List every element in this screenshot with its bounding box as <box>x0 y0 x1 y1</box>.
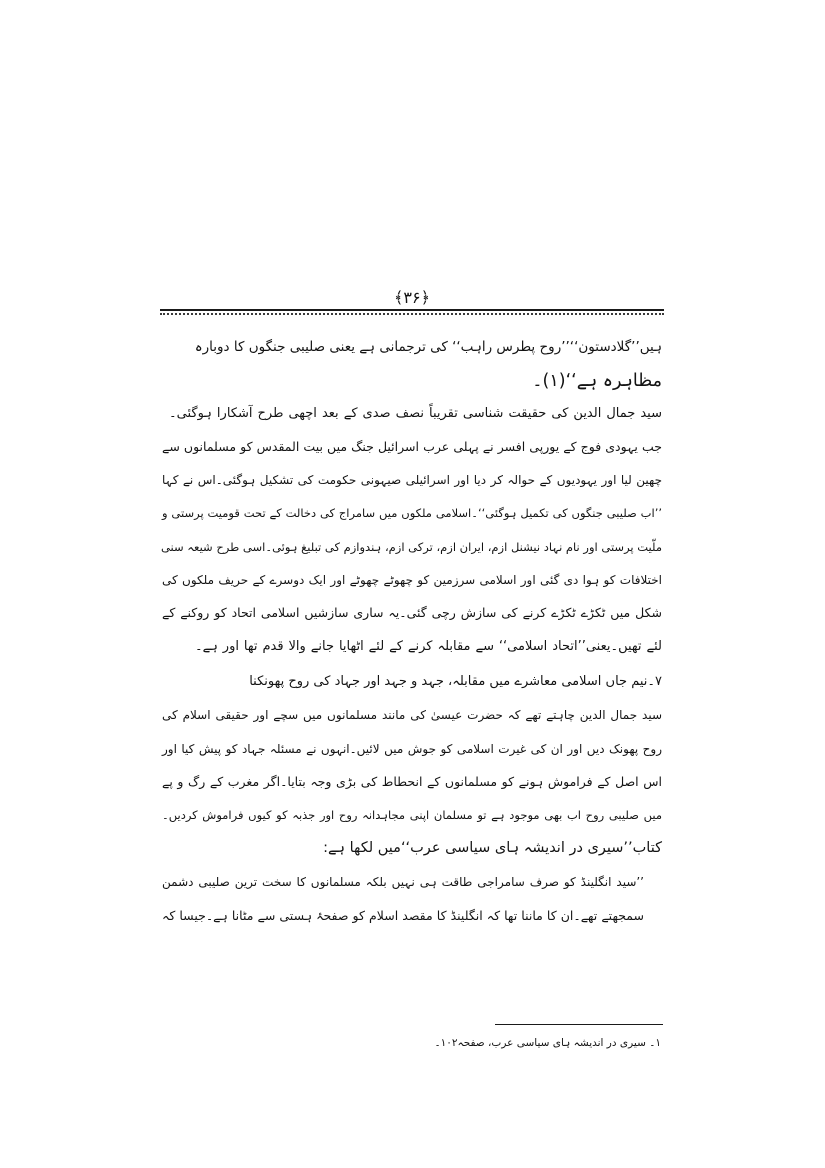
quote-line: ’’سید انگلینڈ کو صرف سامراجی طاقت ہی نہیں بلکہ مسلمانوں کا سخت ترین صلیبی دشمن <box>162 875 644 889</box>
body-line: شکل میں ٹکڑے ٹکڑے کرنے کی سازش رچی گئی۔یہ ساری سازشیں اسلامی اتحاد کو روکنے کے <box>162 605 662 620</box>
header-rule <box>160 309 664 311</box>
footnote: ۱۔ سیری در اندیشہ ہای سیاسی عرب، صفحہ۱۰۲۔ <box>434 1037 661 1049</box>
body-line: ہیں’’گلادستون‘‘’’روح پطرس راہب‘‘ کی ترجمانی ہے یعنی صلیبی جنگوں کا دوبارہ <box>194 339 662 355</box>
body-line: میں صلیبی روح اب بھی موجود ہے تو مسلمان اپنی مجاہدانہ روح اور جذبہ کو کیوں فراموش کردیں۔ <box>162 808 662 822</box>
page-number: ﴿۳۶﴾ <box>394 288 430 307</box>
body-line: اس اصل کے فراموش ہونے کو مسلمانوں کے انحطاط کی بڑی وجہ بتایا۔اگر مغرب کے رگ و پے <box>162 774 662 789</box>
body-line: سید جمال الدین چاہتے تھے کہ حضرت عیسیٰ کی مانند مسلمانوں میں سچے اور حقیقی اسلام کی <box>162 708 662 722</box>
footnote-rule <box>495 1024 663 1025</box>
body-line: کتاب’’سیری در اندیشہ ہای سیاسی عرب‘‘میں لکھا ہے: <box>323 840 662 856</box>
body-line: جب یہودی فوج کے یورپی افسر نے پہلی عرب اسرائیل جنگ میں بیت المقدس کو مسلمانوں سے <box>162 439 662 454</box>
body-line: اختلافات کو ہوا دی گئی اور اسلامی سرزمین کو چھوٹے چھوٹے اور ایک دوسرے کے حریف ملکوں کی <box>162 573 662 587</box>
section-heading: ۷۔نیم جاں اسلامی معاشرے میں مقابلہ، جہد و جہد اور جہاد کی روح پھونکنا <box>249 674 662 689</box>
body-line: ملّیت پرستی اور نام نہاد نیشنل ازم، ایران ازم، ترکی ازم، ہندوازم کی تبلیغ ہوئی۔اسی طرح شیعہ سنی <box>160 540 662 554</box>
body-line: سید جمال الدین کی حقیقت شناسی تقریباً نصف صدی کے بعد اچھی طرح آشکارا ہوگئی۔ <box>169 406 662 421</box>
quote-line: سمجھتے تھے۔ان کا ماننا تھا کہ انگلینڈ کا مقصد اسلام کو صفحۂ ہستی سے مٹانا ہے۔جیسا کہ <box>162 908 644 923</box>
body-line: مظاہرہ ہے‘‘(۱)۔ <box>532 371 662 391</box>
body-line: لئے تھیں۔یعنی’’اتحاد اسلامی‘‘ سے مقابلہ کرنے کے لئے اٹھایا جانے والا قدم تھا اور ہے۔ <box>195 639 662 654</box>
body-line: روح پھونک دیں اور ان کی غیرت اسلامی کو جوش میں لائیں۔انہوں نے مسئلہ جہاد کو پیش کیا اور <box>162 742 662 756</box>
body-line: ’’اب صلیبی جنگوں کی تکمیل ہوگئی‘‘۔اسلامی ملکوں میں سامراج کی دخالت کے تحت قومیت پرستی و <box>162 506 662 520</box>
header-dotted-rule <box>160 313 664 315</box>
body-line: چھین لیا اور یہودیوں کے حوالہ کر دیا اور اسرائیلی صیہونی حکومت کی تشکیل ہوگئی۔اس نے کہا <box>162 473 662 487</box>
